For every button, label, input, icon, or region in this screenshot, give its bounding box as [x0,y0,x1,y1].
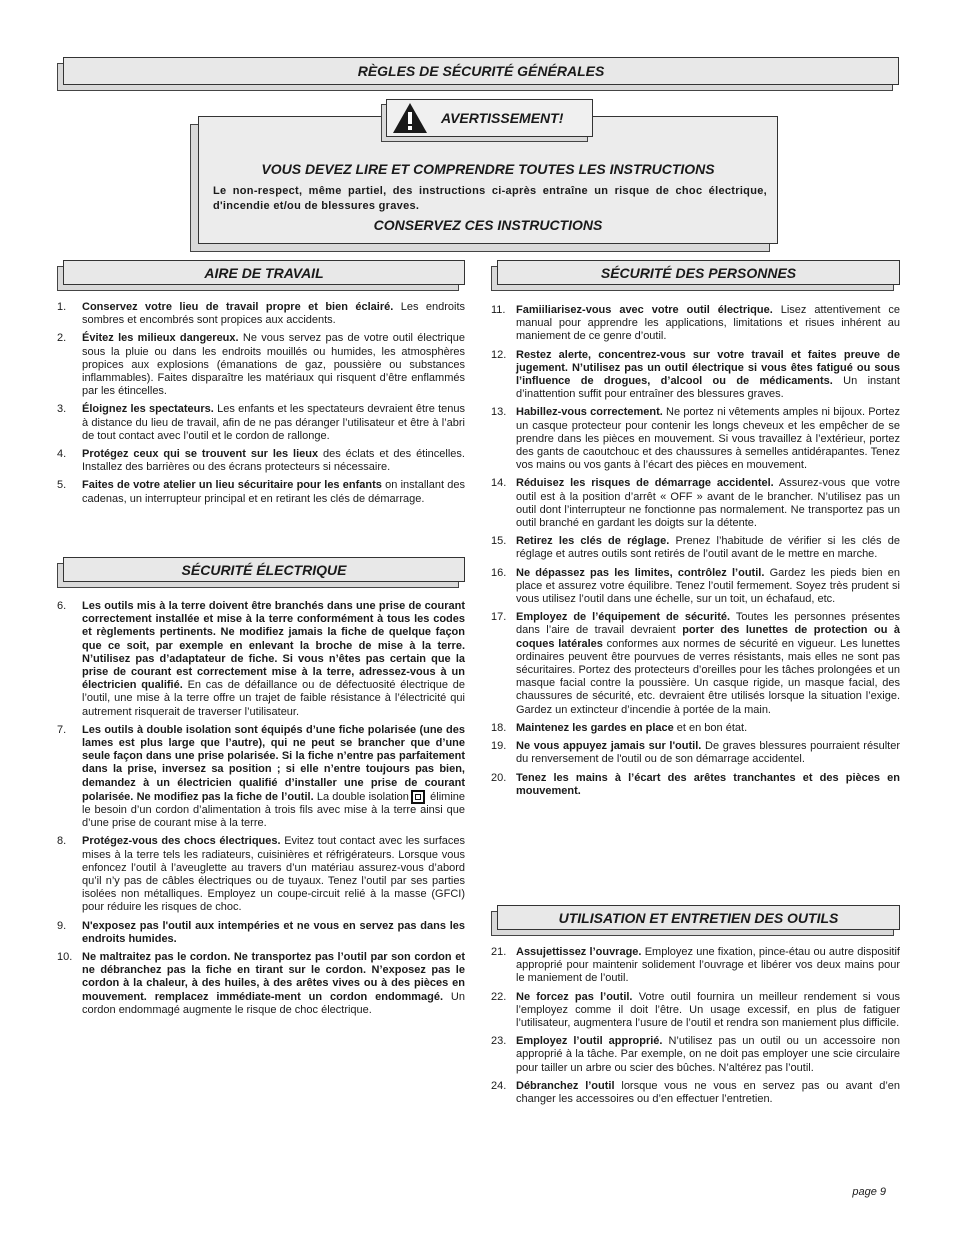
warning-footer: CONSERVEZ CES INSTRUCTIONS [373,217,603,233]
list-item: 17. Employez de l’équipement de sécurité. Toutes les personnes présentes dans l’aire de travail devraient porter des lunettes de protection ou à coques latérales conformes aux normes de sécurité en vigueur. Les lunettes ordinaires peuvent être pourvues de verres résistants, mais elles ne sont pas sécuritaires. Portez des protecteurs d’oreilles pour les tâches prolongées et un masque facial contre la poussière. Un casque rigide, un masque facial, des chaussures de sécurité, etc. devraient être utilisés lorsque la situation l’exige. Gardez un extincteur d’incendie à portée de la main. [491,611,900,716]
tool-use-list [491,946,900,1111]
list-item: 6. Les outils mis à la terre doivent être branchés dans une prise de courant correctement installée et mise à la terre conformément à tous les codes et règlements pertinents. Ne modifiez jamais la fiche de quelque façon que ce soit, par exemple en enlevant la broche de mise à la terre. N’utilisez pas d’adaptateur de fiche. Si vous n’êtes pas certain que la prise de courant est correctement mise à la terre, adressez-vous à un électricien qualifié. En cas de défaillance ou de défectuosité électrique de l’outil, une mise à la terre offre un trajet de faible résistance à l’électricité qui autrement risquerait de traverser l’utilisateur. [57,600,465,718]
list-item: 3. Éloignez les spectateurs. Les enfants et les spectateurs devraient être tenus à distance du lieu de travail, afin de ne pas déranger l’utilisateur et être à l’abri de tout contact avec l’outil et le cordon de rallonge. [57,403,466,442]
list-item: 14. Réduisez les risques de démarrage accidentel. Assurez-vous que votre outil est à la position d’arrêt « OFF » avant de le brancher. N’utilisez pas un outil dont l’interrupteur ne fonctionne pas normalement. Ne transportez pas un outil branché en gardant les doigts sur la détente. [491,477,900,530]
list-item: 18. Maintenez les gardes en place et en bon état. [491,721,748,734]
list-item: 5. Faites de votre atelier un lieu sécuritaire pour les enfants on installant des cadenas, un interrupteur principal et en retirant les clés de démarrage. [57,479,465,505]
list-item: 2. Évitez les milieux dangereux. Ne vous servez pas de votre outil électrique sous la pluie ou dans les endroits mouillés ou humides, les atmosphères propices aux explosions (émanations de gaz, poussière ou substances inflammables). Faites disparaître les matériaux qui risquent d’être enflammés par les étincelles. [57,332,465,398]
section-header-personal [491,260,900,291]
list-item: 11. Famiiliarisez-vous avec votre outil électrique. Lisez attentivement ce manual pour apprendre les applications, limitations et risues inhérent au maniement de ce genre d’outil. [491,304,900,343]
section-header-electrical [57,557,465,588]
list-item: 9. N'exposez pas l'outil aux intempéries et ne vous en servez pas dans les endroits humides. [57,919,465,945]
warning-tag [381,99,593,142]
section-title: SÉCURITÉ DES PERSONNES [497,260,900,285]
list-item: 19. Ne vous appuyez jamais sur l'outil. De graves blessures pourraient résulter du renversement de l'outil ou de son démarrage accidentel. [491,740,900,766]
main-header-title: RÈGLES DE SÉCURITÉ GÉNÉRALES [63,57,899,85]
list-item: 13. Habillez-vous correctement. Ne portez ni vêtements amples ni bijoux. Portez un casque protecteur pour contenir les longs cheveux et les empêcher de se prendre dans les pièces en mouvement. Si vous travaillez à l’extérieur, portez des gants de caoutchouc et des chaussures à semelles antidérapantes. Tenez vos mains ou vos gants à l’écart des pièces en mouvement. [491,406,900,472]
list-item: 15. Retirez les clés de réglage. Prenez l’habitude de vérifier si les clés de réglage et autres outils sont retirés de l’outil avant de le mettre en marche. [491,535,900,561]
electrical-list [57,600,465,1022]
main-header [57,57,899,91]
list-item: 7. Les outils à double isolation sont équipés d’une fiche polarisée (une des lames est plus large que l’autre), qui ne peut se brancher que d’une seule façon dans une prise polarisée. Si la fiche n’entre pas parfaitement dans la prise, inversez sa position ; si elle n’entre toujours pas bien, demandez à un électricien qualifié d’installer une prise de courant polarisée. Ne modifiez pas la fiche de l’outil. La double isolation élimine le besoin d’un cordon d’alimentation à trois fils avec mise à la terre ainsi que d’une prise de courant mise à la terre. [57,723,466,830]
list-item: 4. Protégez ceux qui se trouvent sur les lieux des éclats et des étincelles. Installez des barrières ou des écrans protecteurs si nécessaire. [57,448,465,474]
list-item: 23. Employez l’outil approprié. N’utilisez pas un outil ou un accessoire non approprié à la tâche. Par exemple, on ne doit pas employer une scie circulaire pour tailler un arbre ou scier des bûches. N’altérez pas l’outil. [491,1035,901,1074]
warning-tag-label: AVERTISSEMENT! [441,110,564,126]
warning-triangle-icon [391,101,429,135]
list-item: 10. Ne maltraitez pas le cordon. Ne transportez pas l’outil par son cordon et ne débranchez pas la fiche en tirant sur le cordon. N’exposez pas le cordon à la chaleur, à des huiles, à des arêtes vives ou à des pièces en mouvement. remplacez immédiate-ment un cordon endommagé. Un cordon endommagé augmente le risque de choc électrique. [57,950,465,1016]
list-item: 22. Ne forcez pas l’outil. Votre outil fournira un meilleur rendement si vous l’employez comme il doit l’être. Un usage excessif, en plus de fatiguer l’utilisateur, augmentera l’usure de l’outil et rendra son maniement plus difficile. [491,990,901,1030]
page-number: page 9 [852,1186,886,1198]
section-title: UTILISATION ET ENTRETIEN DES OUTILS [497,905,900,930]
list-item: 21. Assujettissez l’ouvrage. Employez une fixation, pince-étau ou autre dispositif approprié pour maintenir solidement l’ouvrage et libérer vos deux mains pour le maniement de l’outil. [491,946,900,985]
warning-body: Le non-respect, même partiel, des instructions ci-après entraîne un risque de choc électrique, d'incendie et/ou de blessures graves. [213,185,767,212]
section-header-tool-use [491,905,900,936]
section-header-work-area [57,260,465,291]
list-item: 1. Conservez votre lieu de travail propre et bien éclairé. Les endroits sombres et encombrés sont propices aux accidents. [57,301,466,327]
list-item: 8. Protégez-vous des chocs électriques. Evitez tout contact avec les surfaces mises à la terre tels les radiateurs, cuisinières et réfrigérateurs. Lorsque vous enfoncez l’outil à l’aveuglette au travers d’un matériau assurez-vous d’abord qu’il n’y pas de câbles électriques ou de tuyaux. Tenez l’outil par ses parties isolées non métalliques. Employez un coupe-circuit relié à la masse (GFCI) pour réduire les risques de choc. [57,835,465,914]
work-area-list [57,301,465,511]
list-item: 12. Restez alerte, concentrez-vous sur votre travail et faites preuve de jugement. N’utilisez pas un outil électrique si vous êtes fatigué ou sous l’influence de drogues, d’alcool ou de médicaments. Un instant d’inattention suffit pour entraîner des blessures graves. [491,348,900,401]
personal-list [491,304,900,803]
section-title: AIRE DE TRAVAIL [63,260,465,285]
section-title: SÉCURITÉ ÉLECTRIQUE [63,557,465,582]
list-item: 20. Tenez les mains à l’écart des arêtes tranchantes et des pièces en mouvement. [491,771,900,797]
list-item: 16. Ne dépassez pas les limites, contrôlez l’outil. Gardez les pieds bien en place et assurez votre équilibre. Tenez l’outil fermement. Soyez très prudent si vous utilisez l’outil dans une échelle, sur un toit, un échafaud, etc. [491,566,900,606]
warning-title: VOUS DEVEZ LIRE ET COMPRENDRE TOUTES LES INSTRUCTIONS [261,161,715,177]
list-item: 24. Débranchez l’outil lorsque vous ne vous en servez pas ou avant d’en changer les accessoires ou d’en effectuer l’entretien. [491,1079,900,1106]
double-insulation-icon [411,790,425,804]
